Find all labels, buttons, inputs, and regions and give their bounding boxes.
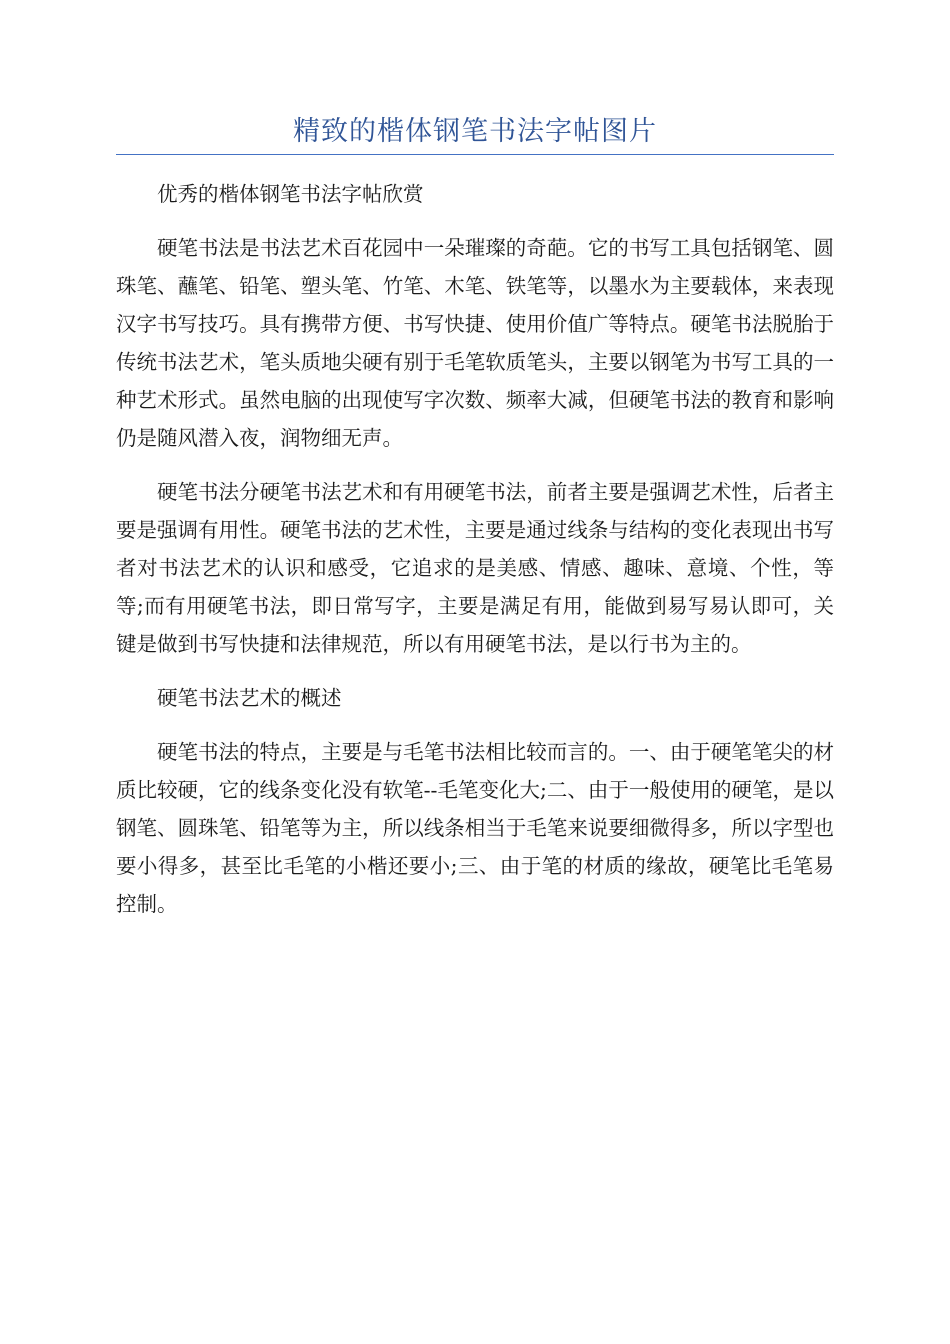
document-title: 精致的楷体钢笔书法字帖图片 [293, 116, 657, 147]
title-underline [116, 154, 834, 155]
section-heading: 优秀的楷体钢笔书法字帖欣赏 [157, 182, 424, 206]
paragraph: 硬笔书法的特点，主要是与毛笔书法相比较而言的。一、由于硬笔笔尖的材质比较硬，它的线条变化没有软笔--毛笔变化大;二、由于一般使用的硬笔，是以钢笔、圆珠笔、铅笔等为主，所以线条相当于毛笔来说要细微得多，所以字型也要小得多，甚至比毛笔的小楷还要小;三、由于笔的材质的缘故，硬笔比毛笔易控制。 [116, 740, 834, 916]
paragraph: 硬笔书法分硬笔书法艺术和有用硬笔书法，前者主要是强调艺术性，后者主要是强调有用性。硬笔书法的艺术性，主要是通过线条与结构的变化表现出书写者对书法艺术的认识和感受，它追求的是美感、情感、趣味、意境、个性，等等;而有用硬笔书法，即日常写字，主要是满足有用，能做到易写易认即可，关键是做到书写快捷和法律规范，所以有用硬笔书法，是以行书为主的。 [116, 480, 834, 656]
document-body [116, 175, 834, 939]
paragraph: 硬笔书法是书法艺术百花园中一朵璀璨的奇葩。它的书写工具包括钢笔、圆珠笔、蘸笔、铅笔、塑头笔、竹笔、木笔、铁笔等，以墨水为主要载体，来表现汉字书写技巧。具有携带方便、书写快捷、使用价值广等特点。硬笔书法脱胎于传统书法艺术，笔头质地尖硬有别于毛笔软质笔头，主要以钢笔为书写工具的一种艺术形式。虽然电脑的出现使写字次数、频率大减，但硬笔书法的教育和影响仍是随风潜入夜，润物细无声。 [116, 236, 834, 450]
section-heading: 硬笔书法艺术的概述 [157, 686, 342, 710]
